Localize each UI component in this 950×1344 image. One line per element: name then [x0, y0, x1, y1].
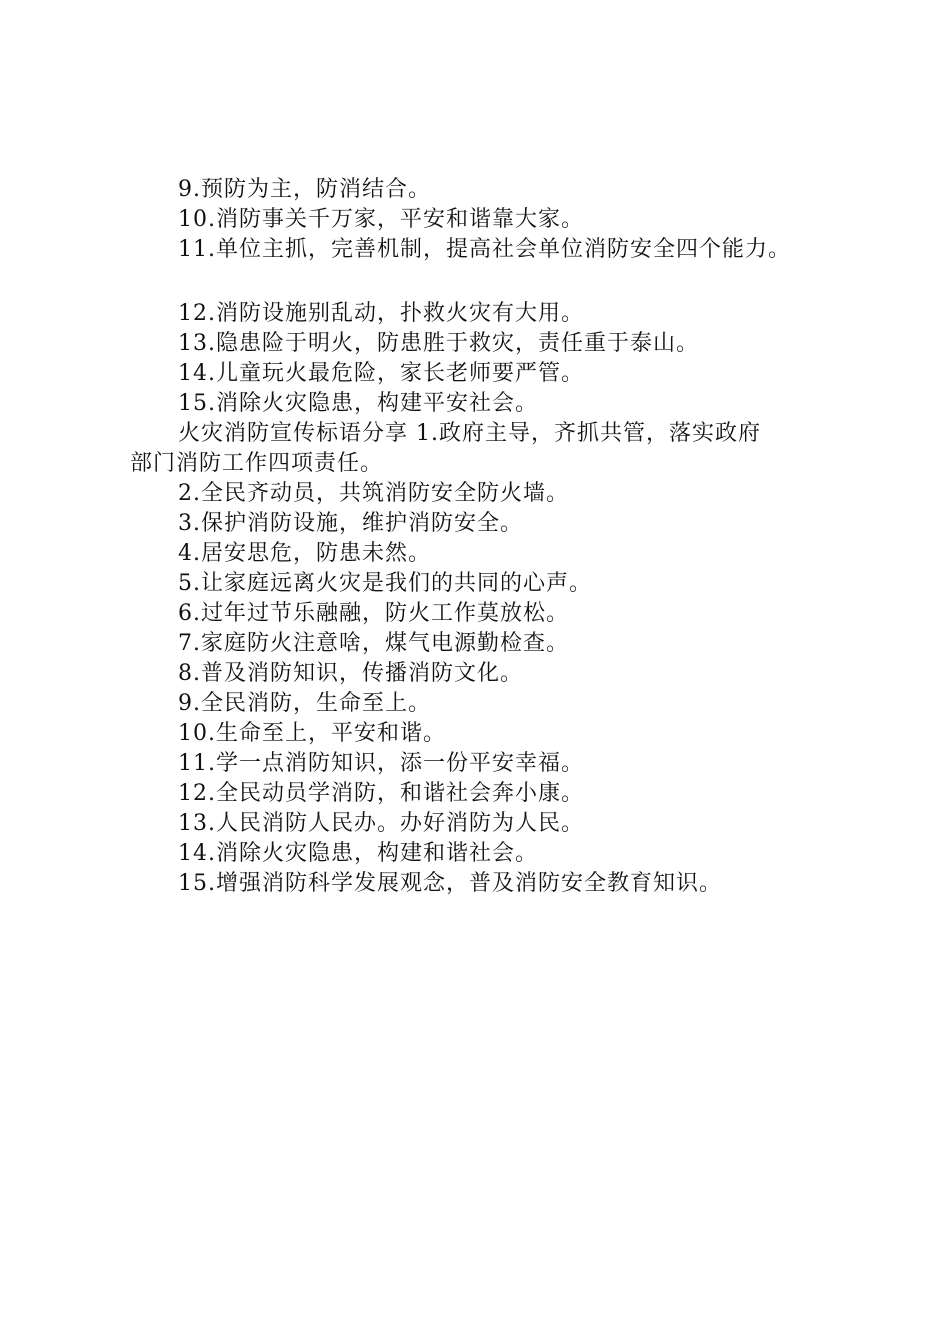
document-body — [130, 175, 890, 899]
list-item: 14.儿童玩火最危险，家长老师要严管。 — [178, 361, 584, 386]
list-item: 5.让家庭远离火灾是我们的共同的心声。 — [178, 571, 592, 596]
list-item: 10.生命至上，平安和谐。 — [178, 721, 446, 746]
list-item: 14.消除火灾隐患，构建和谐社会。 — [178, 841, 538, 866]
list-item: 2.全民齐动员，共筑消防安全防火墙。 — [178, 481, 569, 506]
list-item: 12.消防设施别乱动，扑救火灾有大用。 — [178, 301, 584, 326]
section-intro-line-1: 火灾消防宣传标语分享 1.政府主导，齐抓共管，落实政府 — [178, 421, 761, 446]
list-item: 8.普及消防知识，传播消防文化。 — [178, 661, 523, 686]
list-item: 11.单位主抓，完善机制，提高社会单位消防安全四个能力。 — [178, 237, 791, 262]
list-item: 4.居安思危，防患未然。 — [178, 541, 431, 566]
section-intro-line-2: 部门消防工作四项责任。 — [130, 451, 384, 476]
list-item: 9.预防为主，防消结合。 — [178, 177, 431, 202]
paragraph-gap — [130, 265, 890, 299]
list-item: 11.学一点消防知识，添一份平安幸福。 — [178, 751, 584, 776]
list-item: 12.全民动员学消防，和谐社会奔小康。 — [178, 781, 584, 806]
list-item: 6.过年过节乐融融，防火工作莫放松。 — [178, 601, 569, 626]
list-item: 15.消除火灾隐患，构建平安社会。 — [178, 391, 538, 416]
list-item: 13.人民消防人民办。办好消防为人民。 — [178, 811, 584, 836]
list-item: 9.全民消防，生命至上。 — [178, 691, 431, 716]
list-item: 3.保护消防设施，维护消防安全。 — [178, 511, 523, 536]
list-item: 10.消防事关千万家，平安和谐靠大家。 — [178, 207, 584, 232]
list-item: 15.增强消防科学发展观念，普及消防安全教育知识。 — [178, 871, 722, 896]
list-item: 13.隐患险于明火，防患胜于救灾，责任重于泰山。 — [178, 331, 699, 356]
list-item: 7.家庭防火注意啥，煤气电源勤检查。 — [178, 631, 569, 656]
